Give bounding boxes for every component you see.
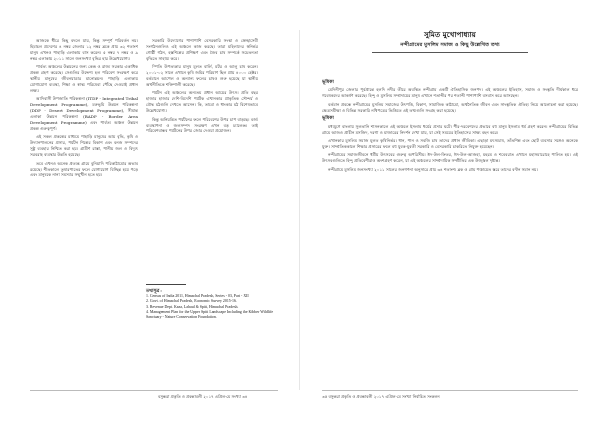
article-author: সুমিত মুখোপাধ্যায় (424, 30, 476, 39)
reference-item: 2. Govt. of Himachal Pradesh, Economic Survey 2015-16. (146, 299, 237, 304)
paragraph: আজকে ধীরে কিছু বদলে যায়, কিন্তু সম্পূর্ণ পরিবর্তন নয়। হিমাচল প্রদেশের ৪ নম্বর জেলার ১২ নম্বর ব্লকে প্রায় ৩২ শতাংশ মানুষ এখনও পাহাড়ি এলাকায় বাস করেন। ৫ নম্বর ৭ নম্বর ও ৯ নম্বর এলাকায় ২০১১ সালে জনসংখ্যা বৃদ্ধির হার উল্লেখযোগ্য। (30, 38, 138, 61)
right-page-footer: ৩৫ বসুন্ধরা প্রকৃতি ও প্রবন্ধাবলী ২০১৭ এপ্রিল-মে সংখ্যা নির্বাচিত সংকলন (322, 394, 440, 399)
section-heading: ভূমিকা (322, 116, 334, 122)
reference-item: 3. Revenue Dept. Kaza, Lahaul & Spiti, Himachal Pradesh. (146, 304, 239, 309)
title-divider (372, 52, 528, 53)
references (146, 288, 278, 320)
paragraph: সরকারি উদ্যোগের পাশাপাশি বেসরকারি সংস্থা ও স্বেচ্ছাসেবী সংগঠনগুলিও এই অঞ্চলে কাজ করছে। তারা মহিলাদের স্বনির্ভর গোষ্ঠী গঠন, হস্তশিল্পের প্রশিক্ষণ এবং জৈব চাষ সম্পর্কে সচেতনতা বৃদ্ধিতে সাহায্য করে। (146, 38, 258, 61)
paragraph: মধ্যযুগে বাংলায় সুলতানি শাসনকালে এই অঞ্চলে ইসলাম ধর্মের প্রসার ঘটে। পীর-দরবেশদের প্রভাবে বহু মানুষ ইসলাম ধর্ম গ্রহণ করেন। নন্দীগ্রামের বিভিন্ন গ্রামে আজও প্রাচীন মসজিদ, দরগা ও মাজারের নিদর্শন দেখা যায়, যা সেই সময়ের ইতিহাসের সাক্ষ্য বহন করে। (322, 123, 578, 135)
reference-item: 1. Census of India 2011, Himachal Pradesh, Series - 03, Part - XII (146, 294, 249, 299)
paragraph: নন্দীগ্রামে মুসলিম জনসংখ্যা ২০১১ সালের জনগণনা অনুসারে প্রায় ৩৪ শতাংশ। ব্লক ও গ্রাম পঞ্চায়েত স্তরে তাদের বণ্টন সমান নয়। (328, 166, 538, 172)
footer-divider (322, 390, 578, 391)
left-page-column-1 (30, 38, 138, 356)
paragraph: পর্যটন এই অঞ্চলের অন্যতম প্রধান আয়ের উৎস। প্রতি বছর হাজার হাজার দেশি-বিদেশি পর্যটক এখানকার প্রাকৃতিক সৌন্দর্য ও বৌদ্ধ মঠগুলি দেখতে আসেন। কি, তাবো ও ধাংকার মঠ বিশেষভাবে উল্লেখযোগ্য। (146, 90, 258, 114)
paragraph: মেদিনীপুর জেলার পূর্বপ্রান্তে হলদি নদীর তীরে অবস্থিত নন্দীগ্রাম একটি ঐতিহাসিক জনপদ। এই অঞ্চলের ইতিহাস, সমাজ ও সংস্কৃতি দীর্ঘকাল ধরে গবেষকদের আকর্ষণ করেছে। হিন্দু ও মুসলিম সম্প্রদায়ের মানুষ এখানে শতাব্দীর পর শতাব্দী পাশাপাশি বসবাস করে আসছেন। (322, 87, 578, 99)
reference-item: 4. Management Plan for the Upper Spiti Landscape Including the Kibber Wildlife Sanctuary - Nature Conservation Foundation. (146, 309, 274, 320)
paragraph: এই সকল প্রকল্পের মাধ্যমে পাহাড়ি মানুষের আয় বৃদ্ধি, কৃষি ও উদ্যানপালনের প্রসার, পর্যটন শিল্পের বিকাশ এবং বনজ সম্পদের সুষ্ঠু ব্যবহার নিশ্চিত করা হয়। গ্রামীণ রাস্তা, পানীয় জল ও বিদ্যুৎ সরবরাহ ব্যবস্থার উন্নতি হয়েছে। (30, 134, 138, 158)
paragraph: কিন্তু অনিয়ন্ত্রিত পর্যটনের ফলে পরিবেশের উপর চাপ বাড়ছে। বর্জ্য ব্যবস্থাপনা ও জলসম্পদ সংরক্ষণ এখন বড় চ্যালেঞ্জ। তাই পরিবেশবান্ধব পর্যটনের উপর জোর দেওয়া প্রয়োজন। (146, 116, 258, 134)
paragraph: বর্তমান প্রবন্ধে নন্দীগ্রামের মুসলিম সমাজের উৎপত্তি, বিকাশ, সামাজিক কাঠামো, অর্থনৈতিক জীবন এবং সাংস্কৃতিক ঐতিহ্য নিয়ে আলোচনা করা হয়েছে। ক্ষেত্রসমীক্ষা ও বিভিন্ন সরকারি নথিপত্রের ভিত্তিতে এই তথ্যগুলি সংগ্রহ করা হয়েছে। (322, 101, 578, 113)
left-page-footer: বসুন্ধরা প্রকৃতি ও প্রবন্ধাবলী ২০১৭ এপ্রিল-মে সংখ্যা ৩৪ (158, 394, 248, 399)
paragraph: স্পিতি উপত্যকার মানুষ মূলত বার্লি, মটর ও আলু চাষ করেন। ২০০১-০২ সালে এখানে কৃষি জমির পরিমাণ ছিল প্রায় ৪০০০ হেক্টর। বর্তমানে আপেল ও অন্যান্য ফলের চাষও শুরু হয়েছে যা স্থানীয় অর্থনীতিকে শক্তিশালী করেছে। (146, 64, 258, 87)
paragraph: নন্দীগ্রামের সমাজজীবনে ধর্মীয় উৎসবের গুরুত্ব অপরিসীম। ঈদ-উল-ফিতর, ঈদ-উল-আজহা, মহরম ও শবেবরাত এখানে মহাসমারোহে পালিত হয়। এই উৎসবগুলিতে হিন্দু প্রতিবেশীরাও অংশগ্রহণ করেন, যা এই অঞ্চলের সাম্প্রদায়িক সম্প্রীতির এক উজ্জ্বল দৃষ্টান্ত। (322, 152, 578, 164)
article-title: নন্দীগ্রামের মুসলিম সমাজ ও কিছু উল্লেখিত তথ্য (400, 42, 500, 48)
section-heading: ভূমিকা (322, 80, 334, 85)
paragraph: এখানকার মুসলিম সমাজ মূলত কৃষিনির্ভর। ধান, পান ও সবজি চাষ তাদের প্রধান জীবিকা। এছাড়া মৎস্যচাষ, তাঁতশিল্প এবং ছোট ব্যবসার সঙ্গেও অনেকে যুক্ত। সাম্প্রতিককালে শিক্ষার প্রসারের ফলে বহু যুবক-যুবতী সরকারি ও বেসরকারি চাকরিতে নিযুক্ত হয়েছেন। (322, 138, 578, 149)
paragraph: তবে এখনও অনেক প্রত্যন্ত গ্রামে বুনিয়াদি পরিকাঠামোর অভাব রয়েছে। শীতকালে তুষারপাতের ফলে যোগাযোগ বিচ্ছিন্ন হয়ে পড়ে এবং মানুষকে নানা সমস্যার সম্মুখীন হতে হয়। (30, 160, 138, 178)
right-page-body (322, 78, 578, 346)
footer-divider (30, 390, 278, 391)
references-heading: তথ্যসূত্র : (146, 288, 162, 293)
paragraph: আদিবাসী উপজাতি পরিকল্পনা (ITDP - Integrated Tribal Development Programme), মরুভূমি উন্নয়ন পরিকল্পনা (DDP - Desert Development Programme), সীমান্ত এলাকা উন্নয়ন পরিকল্পনা (BADP - Border Area Development Programme) এবং পার্বত্য অঞ্চল উন্নয়ন প্রকল্প গুরুত্বপূর্ণ। (30, 96, 138, 131)
references-divider (146, 284, 186, 285)
paragraph: পার্বত্য অঞ্চলের উন্নয়নের জন্য কেন্দ্র ও রাজ্য সরকার একাধিক প্রকল্প গ্রহণ করেছে। সেগুলির উদ্দেশ্য হল পরিবেশ সংরক্ষণ করে স্থানীয় মানুষের জীবনযাত্রার মানোন্নয়ন। পাহাড়ি এলাকায় যোগাযোগ ব্যবস্থা, শিক্ষা ও স্বাস্থ্য পরিষেবা পৌঁছে দেওয়াই প্রধান লক্ষ্য। (30, 64, 138, 93)
left-page-column-2 (146, 38, 258, 278)
